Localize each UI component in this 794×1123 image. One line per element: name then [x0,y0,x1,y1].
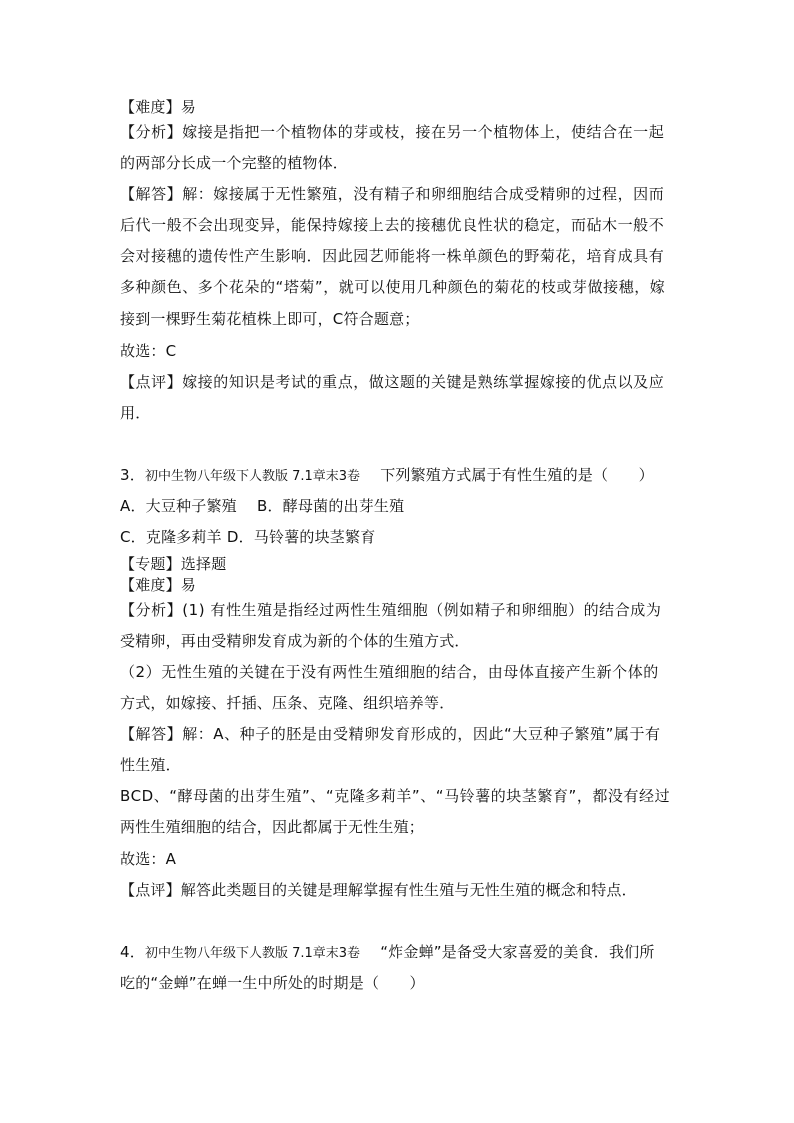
q3-source: 初中生物八年级下人教版 7.1章末3卷 [144,469,361,484]
q3-option-line-1: A．大豆种子繁殖 B．酵母菌的出芽生殖 [120,497,405,515]
q2-answer-line-5: 接到一棵野生菊花植株上即可，C符合题意； [120,310,420,328]
q3-analysis-line-4: 方式，如嫁接、扦插、压条、克隆、组织培养等． [120,694,455,712]
q2-comment-line-2: 用． [120,404,151,422]
q3-answer-line-2: 性生殖． [120,756,181,774]
q3-comment: 【点评】解答此类题目的关键是理解掌握有性生殖与无性生殖的概念和特点． [120,881,637,899]
q3-header [120,465,654,487]
q2-answer-line-3: 会对接穗的遗传性产生影响．因此园艺师能将一株单颜色的野菊花，培育成具有 [120,247,665,265]
q4-source: 初中生物八年级下人教版 7.1章末3卷 [144,946,361,961]
q3-number: 3． [120,466,145,484]
q2-choice: 故选：C [120,342,177,360]
q3-analysis-line-2: 受精卵，再由受精卵发育成为新的个体的生殖方式． [120,632,470,650]
q4-number: 4． [120,943,145,961]
q2-difficulty: 【难度】易 [120,98,197,116]
q3-choice: 故选：A [120,850,177,868]
q4-stem-line-1: “炸金蝉”是备受大家喜爱的美食．我们所 [380,943,655,961]
q3-stem: 下列繁殖方式属于有性生殖的是（ ） [380,466,654,484]
q3-topic: 【专题】选择题 [120,555,227,573]
q3-answer-line-1: 【解答】解：A、种子的胚是由受精卵发育形成的，因此“大豆种子繁殖”属于有 [120,725,661,743]
q4-header [120,942,655,964]
q3-answer-line-4: 两性生殖细胞的结合，因此都属于无性生殖； [120,818,425,836]
q2-analysis-line-2: 的两部分长成一个完整的植物体． [120,154,349,172]
q2-analysis-line-1: 【分析】嫁接是指把一个植物体的芽或枝，接在另一个植物体上，使结合在一起 [120,123,665,141]
q4-stem-line-2: 吃的“金蝉”在蝉一生中所处的时期是（ ） [120,974,425,992]
q3-difficulty: 【难度】易 [120,576,197,594]
q2-answer-line-4: 多种颜色、多个花朵的“塔菊”，就可以使用几种颜色的菊花的枝或芽做接穗，嫁 [120,278,666,296]
q3-analysis-line-3: （2）无性生殖的关键在于没有两性生殖细胞的结合，由母体直接产生新个体的 [120,663,659,681]
q3-analysis-line-1: 【分析】(1) 有性生殖是指经过两性生殖细胞（例如精子和卵细胞）的结合成为 [120,601,662,619]
q2-answer-line-1: 【解答】解：嫁接属于无性繁殖，没有精子和卵细胞结合成受精卵的过程，因而 [120,185,665,203]
q2-answer-line-2: 后代一般不会出现变异，能保持嫁接上去的接穗优良性状的稳定，而砧木一般不 [120,216,665,234]
q3-answer-line-3: BCD、“酵母菌的出芽生殖”、“克隆多莉羊”、“马铃薯的块茎繁育”，都没有经过 [120,787,671,805]
q3-option-line-2: C．克隆多莉羊 D．马铃薯的块茎繁育 [120,528,376,546]
q2-comment-line-1: 【点评】嫁接的知识是考试的重点，做这题的关键是熟练掌握嫁接的优点以及应 [120,373,665,391]
